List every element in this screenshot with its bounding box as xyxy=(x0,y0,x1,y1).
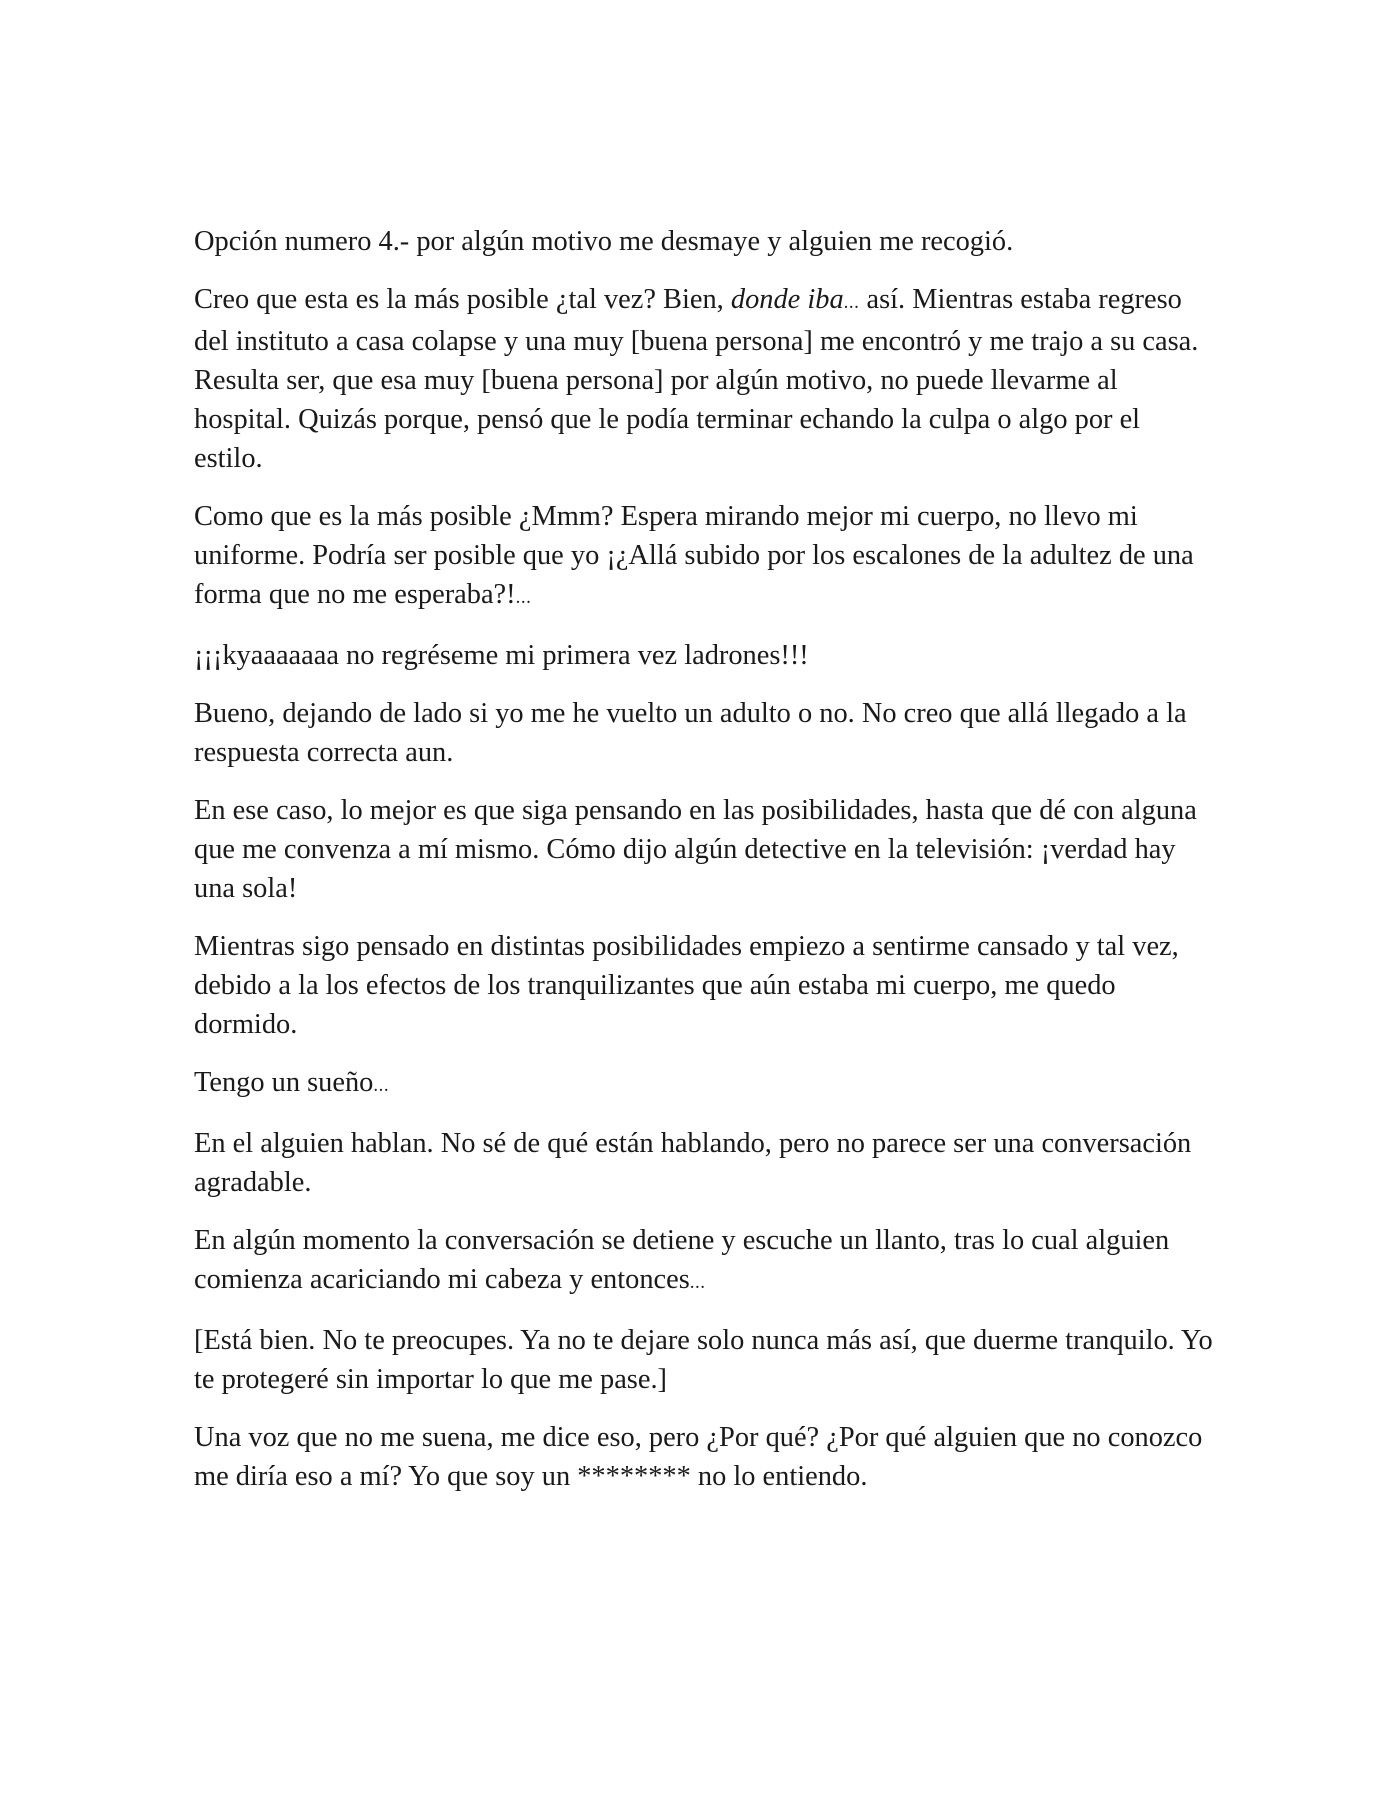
italic-text: donde iba xyxy=(730,284,844,315)
ellipsis-text: ... xyxy=(373,1075,390,1096)
ellipsis-text: ... xyxy=(843,292,860,313)
paragraph-text: Como que es la más posible ¿Mmm? Espera mirando mejor mi cuerpo, no llevo mi uniforme. Podría ser posible que yo ¡¿Allá subido por los escalones de la adultez de una forma que no me esperaba?! xyxy=(194,501,1194,610)
paragraph-text: En ese caso, lo mejor es que siga pensando en las posibilidades, hasta que dé con alguna que me convenza a mí mismo. Cómo dijo algún detective en la televisión: ¡verdad hay una sola! xyxy=(194,795,1197,904)
ellipsis-text: ... xyxy=(515,587,532,608)
paragraph xyxy=(194,280,1214,478)
paragraph xyxy=(194,1321,1214,1399)
paragraph xyxy=(194,694,1214,772)
paragraph-text: ¡¡¡kyaaaaaaa no regréseme mi primera vez ladrones!!! xyxy=(194,640,809,671)
paragraph xyxy=(194,1063,1214,1105)
paragraph xyxy=(194,1221,1214,1302)
paragraph-text: Creo que esta es la más posible ¿tal vez? Bien, xyxy=(194,284,731,315)
paragraph xyxy=(194,927,1214,1044)
paragraph-text: Una voz que no me suena, me dice eso, pero ¿Por qué? ¿Por qué alguien que no conozco me diría eso a mí? Yo que soy un ******** no lo entiendo. xyxy=(194,1422,1203,1492)
paragraph-text: [Está bien. No te preocupes. Ya no te dejare solo nunca más así, que duerme tranquilo. Yo te protegeré sin importar lo que me pase.] xyxy=(194,1325,1213,1395)
paragraph-text: En el alguien hablan. No sé de qué están hablando, pero no parece ser una conversación agradable. xyxy=(194,1128,1192,1198)
paragraph-text: así. Mientras estaba regreso del instituto a casa colapse y una muy [buena persona] me encontró y me trajo a su casa. Resulta ser, que esa muy [buena persona] por algún motivo, no puede llevarme al hospital. Quizás porque, pensó que le podía terminar echando la culpa o algo por el estilo. xyxy=(194,284,1199,474)
paragraph xyxy=(194,497,1214,617)
paragraph-text: Tengo un sueño xyxy=(194,1067,374,1098)
paragraph-text: Mientras sigo pensado en distintas posibilidades empiezo a sentirme cansado y tal vez, debido a la los efectos de los tranquilizantes que aún estaba mi cuerpo, me quedo dormido. xyxy=(194,931,1179,1040)
paragraph xyxy=(194,222,1214,261)
paragraph-text: Opción numero 4.- por algún motivo me desmaye y alguien me recogió. xyxy=(194,226,1014,257)
paragraph xyxy=(194,1418,1214,1496)
paragraph xyxy=(194,636,1214,675)
paragraph xyxy=(194,1124,1214,1202)
ellipsis-text: ... xyxy=(689,1272,706,1293)
document-body xyxy=(194,222,1214,1515)
paragraph xyxy=(194,791,1214,908)
paragraph-text: Bueno, dejando de lado si yo me he vuelto un adulto o no. No creo que allá llegado a la respuesta correcta aun. xyxy=(194,698,1187,768)
paragraph-text: En algún momento la conversación se detiene y escuche un llanto, tras lo cual alguien comienza acariciando mi cabeza y entonces xyxy=(194,1225,1170,1295)
